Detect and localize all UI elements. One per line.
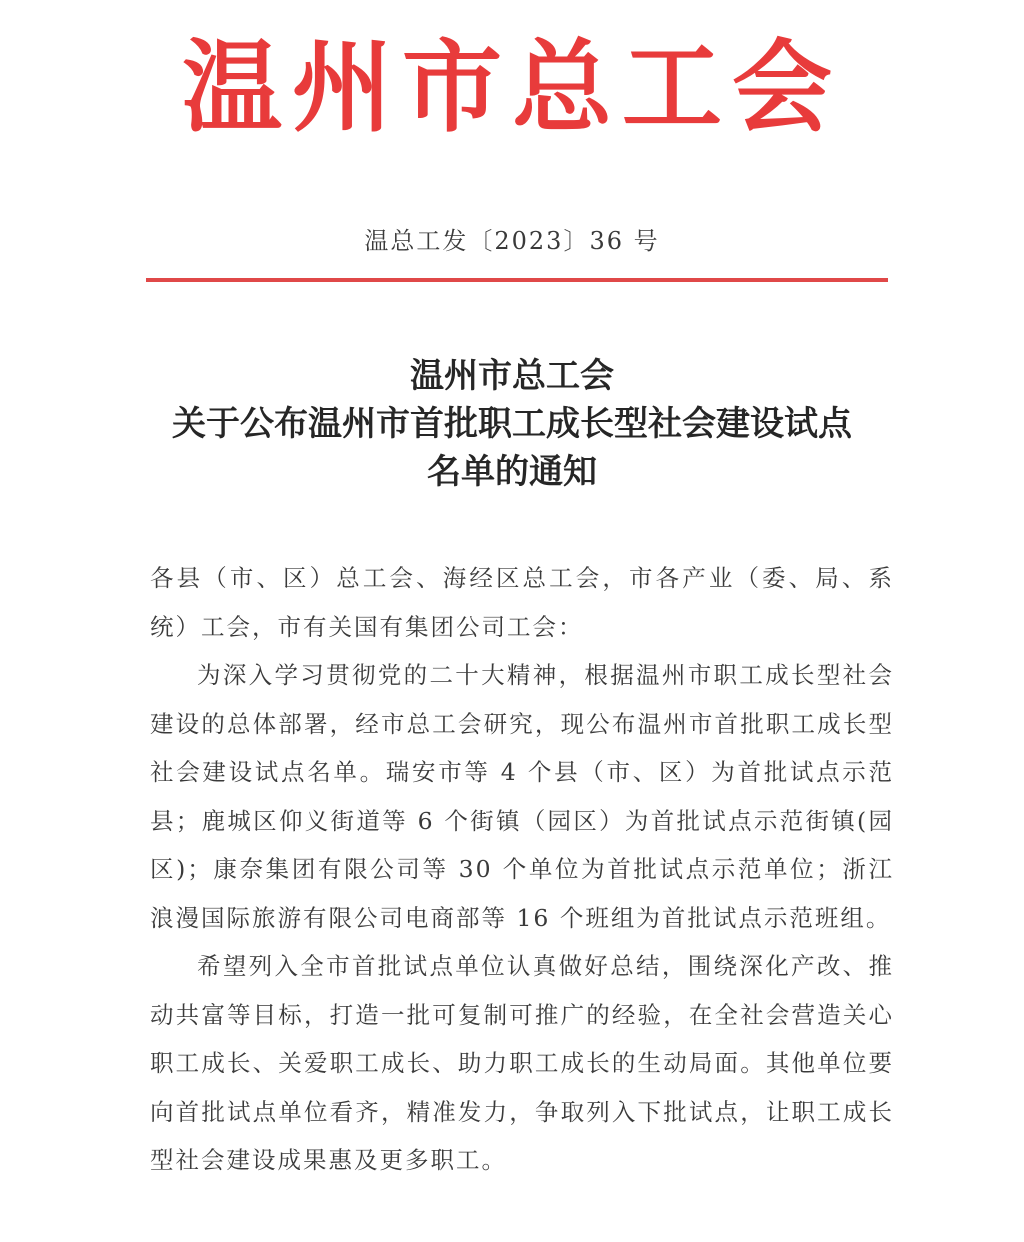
document-number: 温总工发〔2023〕36 号 (364, 227, 660, 255)
notice-body (150, 554, 894, 1185)
notice-title (0, 352, 1024, 496)
title-line-1: 温州市总工会 (410, 356, 614, 396)
red-divider-line (146, 278, 888, 282)
title-line-3: 名单的通知 (427, 452, 597, 492)
paragraph-1: 为深入学习贯彻党的二十大精神，根据温州市职工成长型社会建设的总体部署，经市总工会研究，现公布温州市首批职工成长型社会建设试点名单。瑞安市等 4 个县（市、区）为首批试点示范县；鹿城区仰义街道等 6 个街镇（园区）为首批试点示范街镇(园区)；康奈集团有限公司等 30 个单位为首批试点示范单位；浙江浪漫国际旅游有限公司电商部等 16 个班组为首批试点示范班组。 (150, 661, 894, 932)
paragraph-2: 希望列入全市首批试点单位认真做好总结，围绕深化产改、推动共富等目标，打造一批可复制可推广的经验，在全社会营造关心职工成长、关爱职工成长、助力职工成长的生动局面。其他单位要向首批试点单位看齐，精准发力，争取列入下批试点，让职工成长型社会建设成果惠及更多职工。 (150, 952, 894, 1174)
addressee: 各县（市、区）总工会、海经区总工会，市各产业（委、局、系统）工会，市有关国有集团公司工会： (150, 564, 894, 641)
title-line-2: 关于公布温州市首批职工成长型社会建设试点 (172, 404, 852, 444)
masthead-organization: 温州市总工会 (182, 29, 842, 146)
